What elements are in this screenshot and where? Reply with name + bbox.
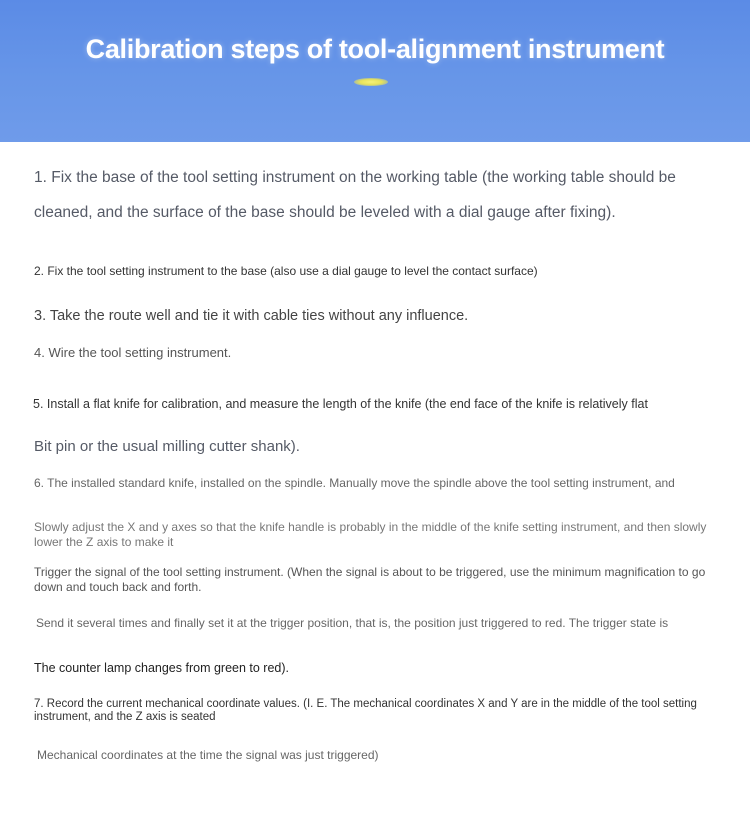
step-6-continuation-3: Send it several times and finally set it at the trigger position, that is, the position just triggered to red. The trigger state is xyxy=(36,616,669,630)
step-5-text: 5. Install a flat knife for calibration, and measure the length of the knife (the end face of the knife is relatively flat xyxy=(33,397,648,411)
step-3-text: 3. Take the route well and tie it with cable ties without any influence. xyxy=(34,308,469,324)
step-6-text: 6. The installed standard knife, installed on the spindle. Manually move the spindle above the tool setting instrument, and xyxy=(34,476,675,490)
header-banner xyxy=(0,0,750,142)
step-6-continuation-4: The counter lamp changes from green to red). xyxy=(34,661,289,675)
step-7-text: 7. Record the current mechanical coordinate values. (I. E. The mechanical coordinates X and Y are in the middle of the tool setting instrument, and the Z axis is seated xyxy=(34,698,697,723)
steps-list xyxy=(0,142,750,813)
step-5-continuation: Bit pin or the usual milling cutter shank). xyxy=(34,438,300,455)
page-title: Calibration steps of tool-alignment instrument xyxy=(85,34,665,64)
step-4-text: 4. Wire the tool setting instrument. xyxy=(34,345,232,360)
step-7-continuation: Mechanical coordinates at the time the signal was just triggered) xyxy=(37,748,379,762)
step-6-continuation-2: Trigger the signal of the tool setting instrument. (When the signal is about to be triggered, use the minimum magnification to go down and touch back and forth. xyxy=(34,565,706,594)
step-1-text: 1. Fix the base of the tool setting instrument on the working table (the working table should be cleaned, and the surface of the base should be leveled with a dial gauge after fixing). xyxy=(34,169,676,221)
step-6-continuation-1: Slowly adjust the X and y axes so that the knife handle is probably in the middle of the knife setting instrument, and then slowly lower the Z axis to make it xyxy=(34,520,707,549)
step-2-text: 2. Fix the tool setting instrument to the base (also use a dial gauge to level the contact surface) xyxy=(34,264,538,278)
decorative-glow xyxy=(354,78,388,86)
